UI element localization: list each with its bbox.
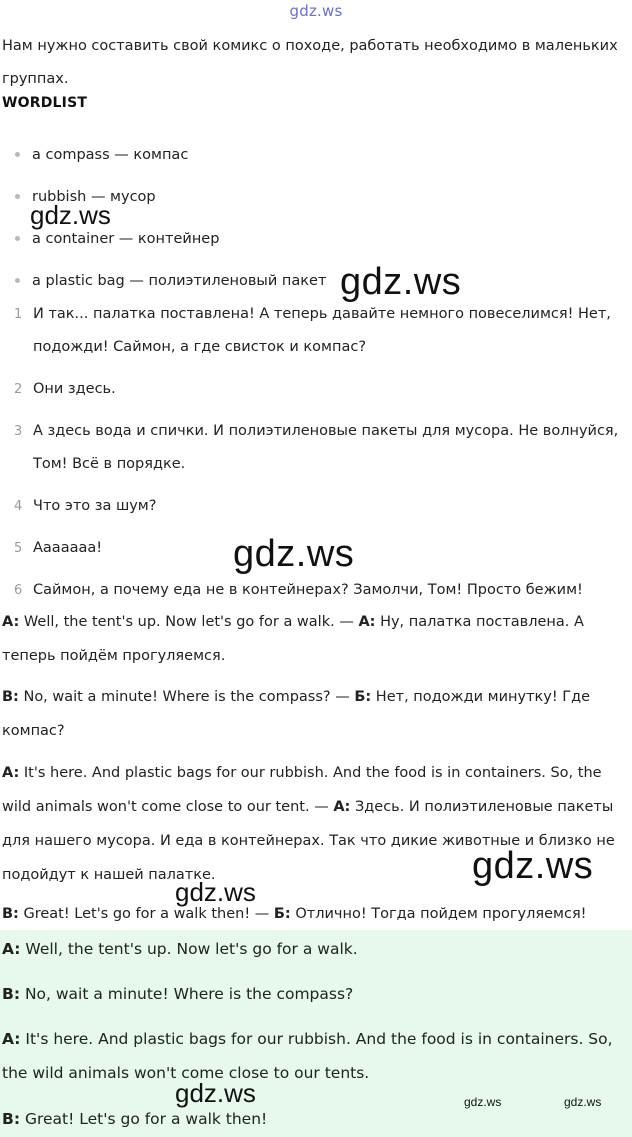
answer-text: No, wait a minute! Where is the compass? [20,985,354,1003]
speaker-label: B: [2,906,19,922]
dialog-text-ru: Отлично! Тогда пойдем прогуляемся! [290,906,587,922]
dialog-text-en: No, wait a minute! Where is the compass? — [18,689,355,705]
list-item [15,273,326,289]
dialog-text-en: It's here. And plastic bags for our rubbish. And the food is in containers. So, the wild animals won't come close to our tent. — [2,765,602,815]
speaker-label: А: [358,614,376,630]
dialog-text-ru: Нет, подожди минутку! Где компас? [2,689,591,739]
dialog-text-en: Well, the tent's up. Now let's go for a walk. — [19,614,359,630]
dialog-line [2,605,630,673]
watermark: gdz.ws [30,200,111,230]
answer-text: Great! Let's go for a walk then! [20,1110,268,1128]
bullet-icon [15,278,20,283]
watermark: gdz.ws [472,845,594,887]
answer-line [2,1022,630,1090]
numbered-item [14,373,630,406]
item-number: 5 [14,541,23,556]
speaker-label: А: [333,799,351,815]
item-text: Они здесь. [33,381,116,397]
bullet-icon [15,194,20,199]
answer-line [2,1102,630,1136]
answer-text: It's here. And plastic bags for our rubbish. And the food is in containers. So, the wild animals won't come close to our tents. [2,1030,613,1082]
item-number: 2 [14,382,23,397]
dialog-text-en: Great! Let's go for a walk then! — [18,906,274,922]
answer-line [2,977,630,1011]
dialog-line [2,680,630,748]
watermark: gdz.ws [464,1095,502,1109]
item-text: И так... палатка поставлена! А теперь давайте немного повеселимся! Нет, подожди! Саймон, а где свисток и компас? [33,306,611,355]
item-text: А здесь вода и спички. И полиэтиленовые пакеты для мусора. Не волнуйся, Том! Всё в порядке. [33,423,619,472]
item-text: Ааааааа! [33,540,103,556]
numbered-item [14,415,630,481]
wordlist-heading: WORDLIST [2,95,88,111]
site-header-link[interactable]: gdz.ws [289,2,343,20]
list-item-text: a plastic bag — полиэтиленовый пакет [32,273,327,289]
watermark: gdz.ws [175,1078,256,1108]
speaker-label: A: [2,940,21,958]
answer-line [2,932,630,966]
numbered-item [14,298,630,364]
list-item-text: a container — контейнер [32,231,220,247]
list-item-text: a compass — компас [32,147,189,163]
speaker-label: Б: [273,906,291,922]
list-item [15,231,219,247]
item-number: 4 [14,499,23,514]
speaker-label: A: [2,614,20,630]
speaker-label: B: [2,1110,21,1128]
answer-text: Well, the tent's up. Now let's go for a walk. [20,940,358,958]
watermark: gdz.ws [175,877,256,907]
speaker-label: A: [2,765,20,781]
dialog-line [2,897,630,931]
list-item-text: rubbish — мусор [32,189,156,205]
watermark: gdz.ws [233,533,355,575]
speaker-label: Б: [354,689,372,705]
numbered-item [14,490,630,523]
item-number: 6 [14,583,23,598]
watermark: gdz.ws [340,261,462,303]
speaker-label: B: [2,689,19,705]
item-text: Что это за шум? [33,498,157,514]
item-number: 1 [14,307,23,322]
bullet-icon [15,152,20,157]
list-item [15,147,188,163]
speaker-label: B: [2,985,21,1003]
watermark: gdz.ws [564,1095,602,1109]
item-text: Саймон, а почему еда не в контейнерах? Замолчи, Том! Просто бежим! [33,582,583,598]
bullet-icon [15,236,20,241]
item-number: 3 [14,424,23,439]
intro-paragraph: Нам нужно составить свой комикс о походе, работать необходимо в маленьких группах. [2,38,618,87]
speaker-label: A: [2,1030,21,1048]
dialog-text-ru: Ну, палатка поставлена. А теперь пойдём прогуляемся. [2,614,584,664]
numbered-item [14,574,630,607]
dialog-text-ru: Здесь. И полиэтиленовые пакеты для нашего мусора. И еда в контейнерах. Так что дикие животные и близко не подойдут к нашей палатке. [2,799,615,883]
